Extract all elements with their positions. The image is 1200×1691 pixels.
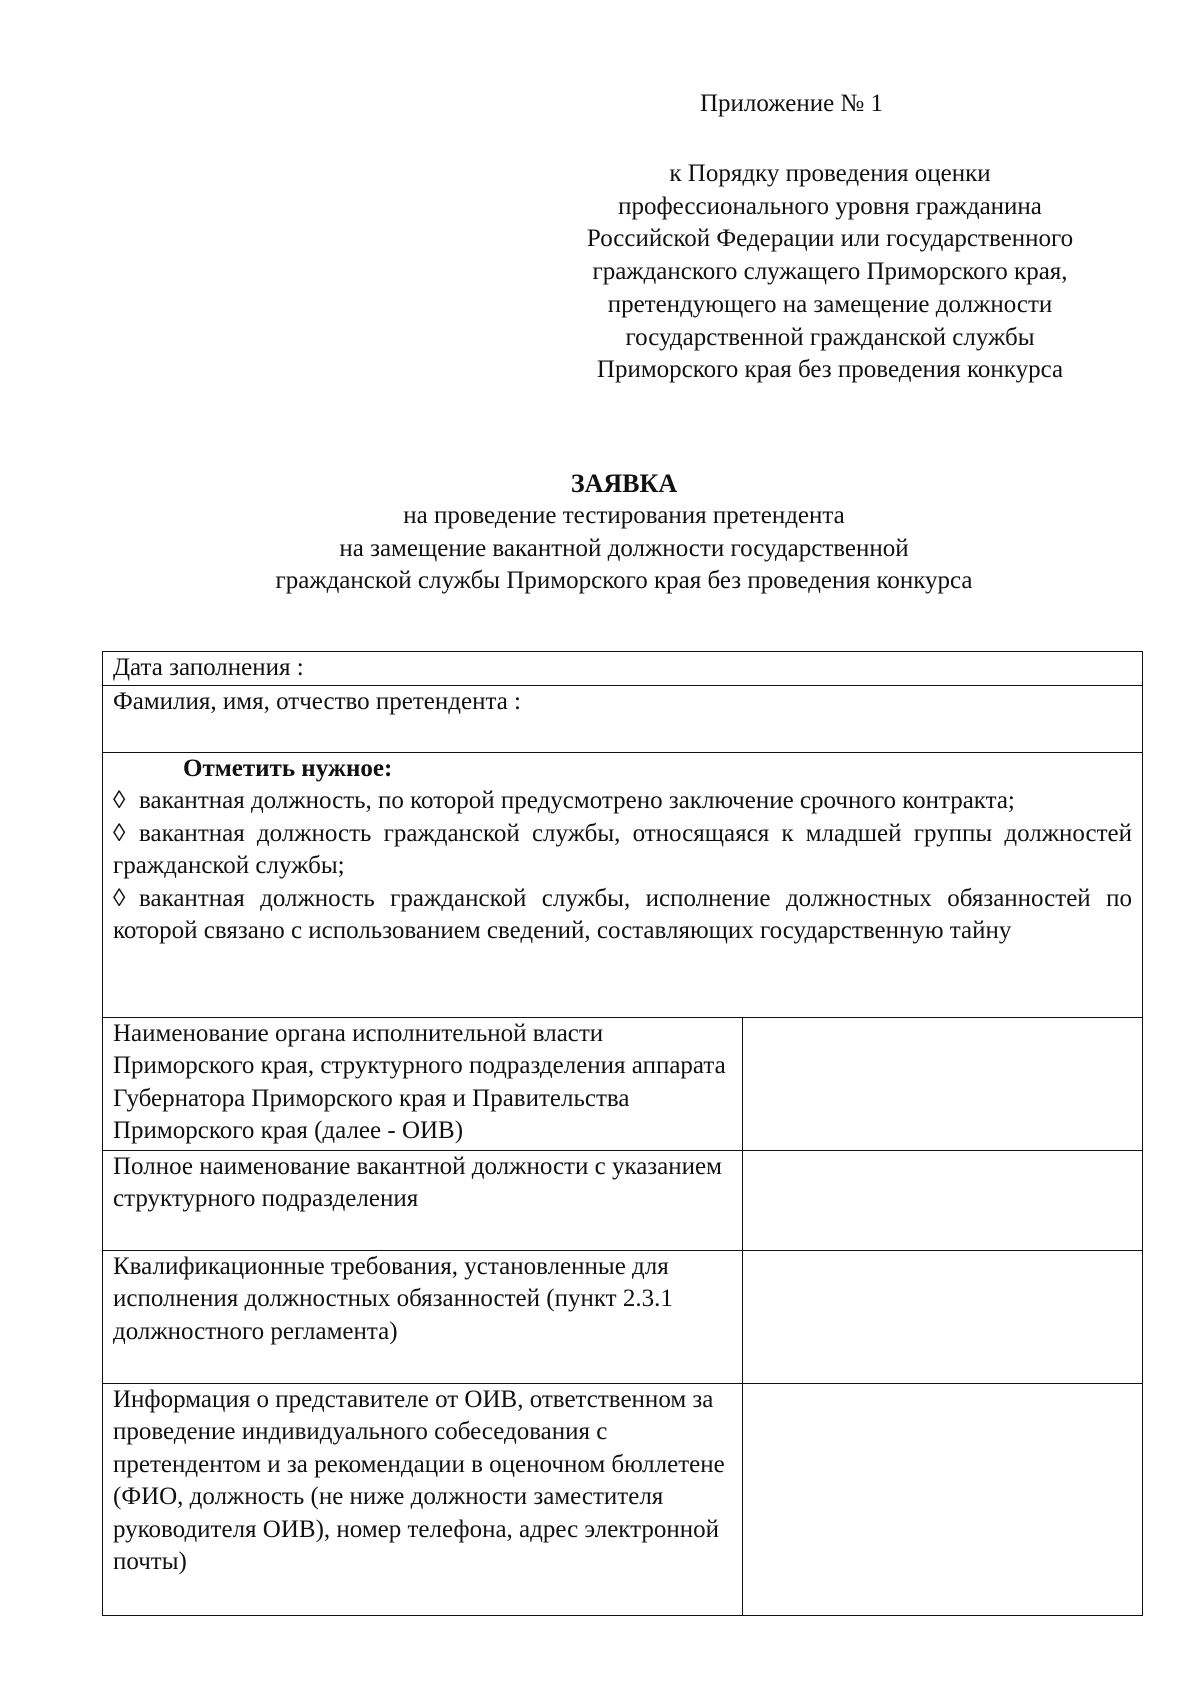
mark-row <box>103 752 1143 1017</box>
mark-option-text: вакантная должность гражданской службы, относящаяся к младшей группы должностей гражданской службы; <box>113 819 1132 879</box>
mark-option[interactable] <box>113 785 1132 818</box>
row-label: Наименование органа исполнительной власти Приморского края, структурного подразделения аппарата Губернатора Приморского края и Правительства Приморского края (далее - ОИВ) <box>103 1017 743 1150</box>
mark-option-text: вакантная должность, по которой предусмотрено заключение срочного контракта; <box>139 787 1015 814</box>
fio-row <box>103 685 1143 752</box>
mark-option[interactable] <box>113 818 1132 883</box>
appendix-line: профессионального уровня гражданина <box>618 192 1042 220</box>
row-value-field[interactable] <box>743 1017 1143 1150</box>
date-field[interactable] <box>103 652 1143 686</box>
mark-option-text: вакантная должность гражданской службы, исполнение должностных обязанностей по которой связано с использованием сведений, составляющих государственную тайну <box>113 884 1132 944</box>
appendix-line: к Порядку проведения оценки <box>669 160 991 187</box>
row-value-field[interactable] <box>743 1383 1143 1615</box>
date-row <box>103 652 1143 686</box>
row-label: Квалификационные требования, установленные для исполнения должностных обязанностей (пункт 2.3.1 должностного регламента) <box>103 1250 743 1383</box>
form-row <box>103 1150 1143 1250</box>
subtitle-line: на замещение вакантной должности государственной <box>339 534 909 562</box>
document-subtitle <box>0 500 1200 598</box>
application-form-table <box>102 651 1143 1616</box>
row-label: Полное наименование вакантной должности с указанием структурного подразделения <box>103 1150 743 1250</box>
date-label: Дата заполнения : <box>113 654 304 681</box>
appendix-line: гражданского служащего Приморского края, <box>592 258 1068 286</box>
mark-options-cell <box>103 752 1143 1017</box>
row-value-field[interactable] <box>743 1250 1143 1383</box>
form-row <box>103 1017 1143 1150</box>
mark-option[interactable] <box>113 883 1132 948</box>
appendix-line: Приморского края без проведения конкурса <box>596 356 1064 384</box>
fio-field[interactable] <box>103 685 1143 752</box>
diamond-checkbox-icon[interactable]: ◊ <box>113 884 126 912</box>
diamond-checkbox-icon[interactable]: ◊ <box>113 819 126 847</box>
form-row <box>103 1383 1143 1615</box>
mark-heading: Отметить нужное: <box>183 754 393 782</box>
appendix-reference <box>520 158 1140 387</box>
row-value-field[interactable] <box>743 1150 1143 1250</box>
document-title: ЗАЯВКА <box>570 469 678 498</box>
appendix-title: Приложение № 1 <box>700 90 884 117</box>
subtitle-line: гражданской службы Приморского края без проведения конкурса <box>275 567 973 594</box>
subtitle-line: на проведение тестирования претендента <box>403 502 845 529</box>
diamond-checkbox-icon[interactable]: ◊ <box>113 787 126 814</box>
fio-label: Фамилия, имя, отчество претендента : <box>113 687 521 715</box>
appendix-line: Российской Федерации или государственного <box>586 225 1074 253</box>
form-row <box>103 1250 1143 1383</box>
appendix-line: государственной гражданской службы <box>625 323 1035 351</box>
appendix-line: претендующего на замещение должности <box>607 290 1053 318</box>
row-label: Информация о представителе от ОИВ, ответственном за проведение индивидуального собеседования с претендентом и за рекомендации в оценочном бюллетене (ФИО, должность (не ниже должности заместителя руководителя ОИВ), номер телефона, адрес электронной почты) <box>103 1383 743 1615</box>
